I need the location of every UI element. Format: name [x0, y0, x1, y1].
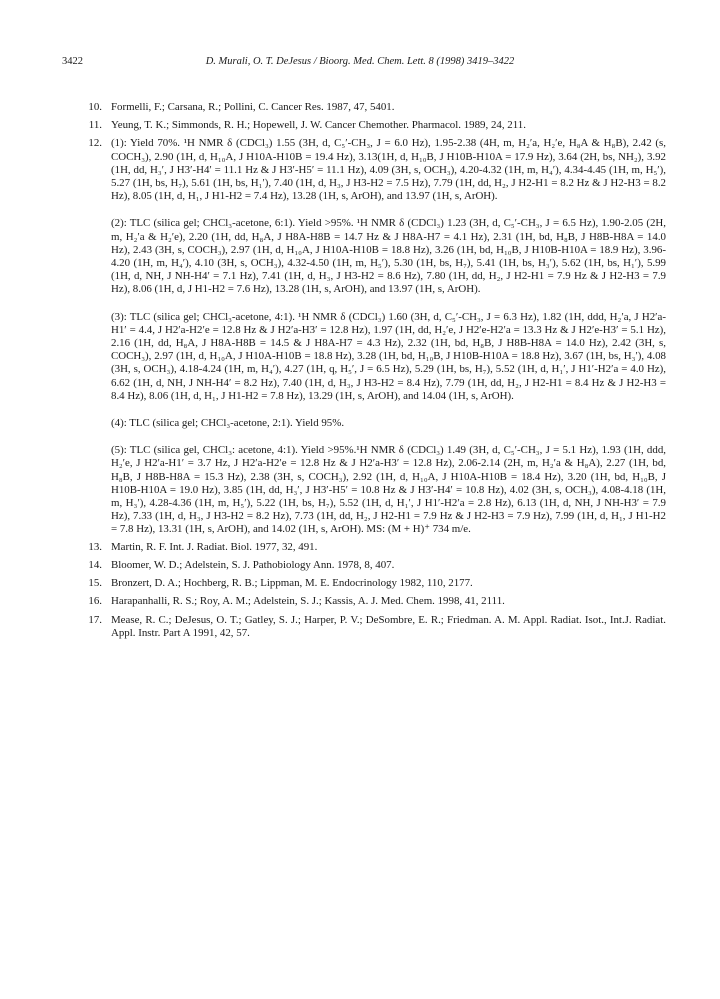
reference-text: Martin, R. F. Int. J. Radiat. Biol. 1977, 32, 491. [111, 540, 318, 553]
reference-text: Yeung, T. K.; Simmonds, R. H.; Hopewell, J. W. Cancer Chemother. Pharmacol. 1989, 24, 211. [111, 119, 526, 132]
compound-5-paragraph: (5): TLC (silica gel, CHCl₃: acetone, 4:1). Yield >95%.¹H NMR δ (CDCl₃) 1.49 (3H, d, C₅′-CH₃, J = 5.1 Hz), 1.93 (1H, ddd, H₂′e, J H2′a-H1′ = 3.7 Hz, J H2′a-H2′e = 12.8 Hz & J H2′a-H3′ = 12.8 Hz), 2.06-2.14 (2H, m, H₂′a & H₈A), 2.27 (1H, bd, H₈B, J H8B-H8A = 15.3 Hz), 2.38 (3H, s, COCH₃), 2.92 (1H, d, H₁₀A, J H10A-H10B = 18.4 Hz), 3.20 (1H, bd, H₁₀B, J H10B-H10A = 19.0 Hz), 3.85 (1H, dd, H₃′, J H3′-H5′ = 10.8 Hz & J H3′-H4′ = 10.8 Hz), 4.02 (3H, s, OCH₃), 4.08-4.18 (1H, m, H₃′), 4.28-4.36 (1H, m, H₅′), 5.22 (1H, bs, H₇), 5.52 (1H, d, H₁′, J H1′-H2′a = 2.8 Hz), 6.13 (1H, d, NH, J NH-H3′ = 7.9 Hz), 7.33 (1H, d, H₃, J H3-H2 = 8.2 Hz), 7.73 (1H, dd, H₂, J H2-H1 = 7.9 Hz & J H2-H3 = 7.9 Hz), 7.99 (1H, d, H₁, J H1-H2 = 7.8 Hz), 13.31 (1H, s, ArOH), and 14.02 (1H, s, ArOH). MS: (M + H)⁺ 734 m/e. [111, 444, 666, 536]
reference-item [76, 101, 666, 114]
compound-3-paragraph: (3): TLC (silica gel; CHCl₃-acetone, 4:1). ¹H NMR δ (CDCl₃) 1.60 (3H, d, C₅′-CH₃, J = 6.3 Hz), 1.82 (1H, ddd, H₂′a, J H2′a-H1′ = 4.4, J H2′a-H2′e = 12.8 Hz & J H2′a-H3′ = 12.8 Hz), 1.97 (1H, dd, H₂′e, J H2′e-H2′a = 13.3 Hz & J H2′e-H3′ = 5.1 Hz), 2.16 (1H, dd, H₈A, J H8A-H8B = 14.5 & J H8A-H7 = 4.3 Hz), 2.32 (1H, bd, H₈B, J H8B-H8A = 14.0 Hz), 2.42 (3H, s, COCH₃), 2.97 (1H, d, H₁₀A, J H10A-H10B = 18.8 Hz), 3.28 (1H, bd, H₁₀B, J H10B-H10A = 18.8 Hz), 3.67 (1H, bs, H₃′), 4.08 (3H, s, OCH₃), 4.18-4.24 (1H, m, H₄′), 4.27 (1H, q, H₅′, J = 6.5 Hz), 5.29 (1H, bs, H₇), 5.52 (1H, d, H₁′, J H1′-H2′a = 4.0 Hz), 6.62 (1H, d, NH, J NH-H4′ = 8.2 Hz), 7.40 (1H, d, H₃, J H3-H2 = 8.4 Hz), 7.79 (1H, dd, H₂, J H2-H1 = 8.4 Hz & J H2-H3 = 8.4 Hz), 8.06 (1H, d, H₁, J H1-H2 = 7.8 Hz), 13.29 (1H, s, ArOH), and 14.04 (1H, s, ArOH). [111, 310, 666, 402]
reference-text: Bloomer, W. D.; Adelstein, S. J. Pathobiology Ann. 1978, 8, 407. [111, 558, 395, 571]
reference-number: 10. [88, 101, 102, 113]
reference-text: Formelli, F.; Carsana, R.; Pollini, C. Cancer Res. 1987, 47, 5401. [111, 101, 395, 113]
reference-number: 17. [88, 613, 102, 626]
reference-text: Mease, R. C.; DeJesus, O. T.; Gatley, S. J.; Harper, P. V.; DeSombre, E. R.; Friedman. A. M. Appl. Radiat. Isot., Int.J. Radiat. Appl. Instr. Part A 1991, 42, 57. [111, 613, 666, 639]
reference-item [76, 595, 666, 608]
reference-text: (1): Yield 70%. ¹H NMR δ (CDCl₃) 1.55 (3H, d, C₅′-CH₃, J = 6.0 Hz), 1.95-2.38 (4H, m, H₂′a, H₂′e, H₈A & H₈B), 2.42 (s, COCH₃), 2.90 (1H, d, H₁₀A, J H10A-H10B = 19.4 Hz), 3.13(1H, d, H₁₀B, J H10B-H10A = 17.9 Hz), 3.64 (2H, bs, NH₂), 3.92 (1H, dd, H₃′, J H3′-H4′ = 11.1 Hz & J H3′-H5′ = 11.1 Hz), 4.09 (3H, s, OCH₃), 4.20-4.32 (1H, m, H₄′), 4.34-4.45 (1H, m, H₅′), 5.27 (1H, bs, H₇), 5.61 (1H, bs, H₁′), 7.40 (1H, d, H₃, J H3-H2 = 7.5 Hz), 7.79 (1H, dd, H₂, J H2-H1 = 8.2 Hz & J H2-H3 = 8.2 Hz), 8.05 (1H, d, H₁, J H1-H2 = 7.4 Hz), 13.28 (1H, s, ArOH), and 13.97 (1H, s, ArOH). [111, 137, 666, 203]
reference-text: Harapanhalli, R. S.; Roy, A. M.; Adelstein, S. J.; Kassis, A. J. Med. Chem. 1998, 41, 2111. [111, 595, 505, 608]
compound-2-paragraph: (2): TLC (silica gel; CHCl₃-acetone, 6:1). Yield >95%. ¹H NMR δ (CDCl₃) 1.23 (3H, d, C₅′-CH₃, J = 6.5 Hz), 1.90-2.05 (2H, m, H₂′a & H₂′e), 2.20 (1H, dd, H₈A, J H8A-H8B = 14.7 Hz & J H8A-H7 = 4.1 Hz), 2.31 (1H, bd, H₈B, J H8B-H8A = 14.0 Hz), 2.43 (3H, s, COCH₃), 2.97 (1H, d, H₁₀A, J H10A-H10B = 18.8 Hz), 3.26 (1H, bd, H₁₀B, J H10B-H10A = 18.9 Hz), 3.96-4.20 (1H, m, H₄′), 4.10 (3H, s, OCH₃), 4.32-4.50 (1H, m, H₅′), 5.30 (1H, bs, H₇), 5.41 (1H, bs, H₃′), 5.62 (1H, bs, H₁′), 5.99 (1H, d, NH, J NH-H4′ = 7.1 Hz), 7.41 (1H, d, H₃, J H3-H2 = 8.6 Hz), 7.80 (1H, dd, H₂, J H2-H1 = 7.9 Hz & J H2-H3 = 7.9 Hz), 8.06 (1H, d, J H1-H2 = 7.6 Hz), 13.28 (1H, s, ArOH), and 13.97 (1H, s, ArOH). [111, 217, 666, 296]
reference-number: 12. [88, 137, 102, 150]
references-list [76, 101, 666, 640]
page-number: 3422 [62, 56, 83, 67]
compound-4-paragraph: (4): TLC (silica gel; CHCl₃-acetone, 2:1). Yield 95%. [111, 417, 345, 430]
reference-text: Bronzert, D. A.; Hochberg, R. B.; Lippman, M. E. Endocrinology 1982, 110, 2177. [111, 577, 473, 590]
reference-number: 11. [88, 119, 102, 132]
reference-item [76, 137, 666, 203]
reference-item [76, 541, 666, 554]
reference-number: 16. [88, 595, 102, 608]
reference-item [76, 614, 666, 640]
reference-item [76, 559, 666, 572]
page-header [62, 56, 658, 70]
reference-item [76, 119, 666, 132]
reference-item [76, 577, 666, 590]
reference-number: 15. [88, 577, 102, 590]
running-head: D. Murali, O. T. DeJesus / Bioorg. Med. Chem. Lett. 8 (1998) 3419–3422 [205, 56, 515, 67]
reference-number: 13. [88, 540, 102, 553]
reference-number: 14. [88, 558, 102, 571]
